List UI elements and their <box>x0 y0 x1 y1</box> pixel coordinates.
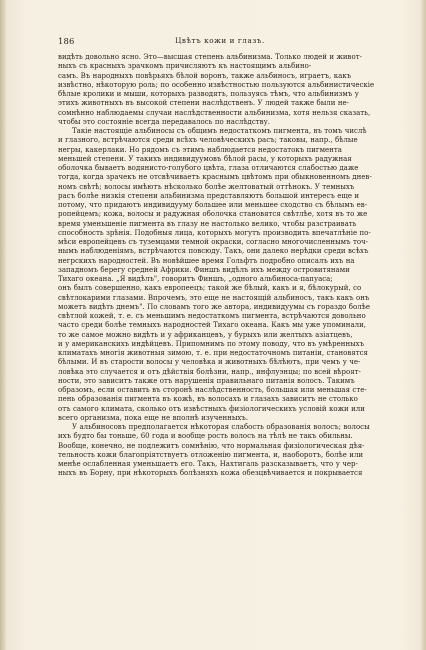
text-line: и глазного, встрѣчаются среди всѣхъ человѣческихъ расъ; таковы, напр., бѣлые <box>58 136 358 145</box>
text-line: всего организма, пока еще не вполнѣ изученныхъ. <box>58 413 249 422</box>
paragraph-1 <box>58 53 384 127</box>
text-line: потому, что придаютъ индивидууму большее или меньшее сходство съ бѣлымъ ев- <box>58 201 368 209</box>
text-line: ловѣка это случается и отъ дѣйствія болѣзни, напр., инфлуэнцы; по всей вѣроят- <box>58 367 361 376</box>
paragraph-3 <box>58 423 384 479</box>
text-line: свѣтлокарими глазами. Впрочемъ, это еще не настоящій альбиносъ, такъ какъ онъ <box>58 293 370 302</box>
text-line: видѣть довольно ясно. Это—высшая степень альбинизма. Только людей и живот- <box>58 53 362 61</box>
text-line: нымъ наблюденіямъ, встрѣчаются повсюду. Такъ, они далеко нерѣдки среди всѣхъ <box>58 247 369 256</box>
text-line: часто среди болѣе темныхъ народностей Тихаго океана. Какъ мы уже упоминали, <box>58 321 366 330</box>
text-line: сомнѣнно наблюдаемы случаи наслѣдственности альбинизма, хотя нельзя сказать, <box>58 108 371 117</box>
text-line: негрскихъ народностей. Въ новѣйшее время Гольфтъ подробно описалъ ихъ на <box>58 256 355 265</box>
text-line: самъ. Въ народныхъ повѣрьяхъ бѣлой воронъ, также альбиносъ, играетъ, какъ <box>58 71 352 80</box>
page-binding-edge <box>0 0 6 650</box>
text-line: способность зрѣнія. Подобныя лица, которыхъ могутъ производить впечатлѣніе по- <box>58 228 371 237</box>
text-line: номъ свѣтѣ; волосы имѣютъ нѣсколько болѣе желтоватый оттѣнокъ. У темныхъ <box>58 182 355 191</box>
text-line: можетъ видѣть днемъ". По словамъ того же автора, индивидуумы съ гораздо болѣе <box>58 302 371 311</box>
text-line: образомъ, если оставить въ сторонѣ наслѣдственность, большая или меньшая сте- <box>58 386 367 394</box>
text-line: тогда, когда зрачекъ не отсвѣчиваетъ краснымъ цвѣтомъ при обыкновенномъ днев- <box>58 173 372 182</box>
text-line: время уменьшеніе пигмента въ глазу не настолько велико, чтобы разстраивать <box>58 219 357 228</box>
text-line: чтобы это состояніе всегда передавалось по наслѣдству. <box>58 117 270 126</box>
text-line: Тихаго океана. „Я видѣлъ", говоритъ Финшъ, „одного альбиноса-папуаса; <box>58 275 333 283</box>
text-line: то же самое можно видѣть и у африканцевъ, у бурыхъ или желтыхъ азіатцевъ, <box>58 330 353 339</box>
text-line: климатахъ многія животныя зимою, т. е. при недостаточномъ питаніи, становятся <box>58 349 368 357</box>
text-line: тельность кожи благопріятствуетъ отложенію пигмента, и, наоборотъ, болѣе или <box>58 450 364 459</box>
text-line: расъ болѣе низкія степени альбинизма представляютъ большой интересъ еще и <box>58 191 360 200</box>
text-line: негры, какерлаки. Но рядомъ съ этимъ наблюдается недостатокъ пигмента <box>58 145 342 154</box>
paragraph-2 <box>58 127 384 423</box>
text-line: У альбиносовъ предполагается нѣкоторая слабость образованія волосъ; волосы <box>72 423 370 431</box>
text-line: бѣлыми. И въ старости волосы у человѣка и животныхъ бѣлѣютъ, при чемъ у че- <box>58 358 361 367</box>
text-line: и у американскихъ индѣйцевъ. Припомнимъ по этому поводу, что въ умѣренныхъ <box>58 339 365 348</box>
text-line: отъ самого климата, сколько отъ извѣстныхъ физіологическихъ условій кожи или <box>58 404 365 413</box>
page-header <box>58 36 382 48</box>
text-line: пень образованія пигмента въ кожѣ, въ волосахъ и глазахъ зависитъ не столько <box>58 395 358 404</box>
text-line: извѣстно, нѣкоторую роль; по особенно извѣстностью пользуются альбинистическіе <box>58 80 375 89</box>
text-line: Вообще, конечно, не подлежитъ сомнѣнію, что нормальная физіологическая дѣя- <box>58 441 365 450</box>
text-line: ныхъ въ Борну, при нѣкоторыхъ болѣзняхъ кожа обезцвѣчивается и покрывается <box>58 469 363 478</box>
text-line: меньшей степени. У такихъ индивидуумовъ бѣлой расы, у которыхъ радужная <box>58 154 352 163</box>
text-line: Такіе настоящіе альбиносы съ общимъ недостаткомъ пигмента, въ томъ числѣ <box>72 127 367 135</box>
text-line: менѣе ослабленная уменьшаетъ его. Такъ, Нахтигаль разсказываетъ, что у чер- <box>58 460 358 468</box>
text-line: бѣлые кролики и мыши, которыхъ разводятъ, пользуясь тѣмъ, что альбинизмъ у <box>58 90 359 98</box>
body-text <box>58 53 384 479</box>
text-line: свѣтлой кожей, т. е. съ меньшимъ недостаткомъ пигмента, встрѣчаются довольно <box>58 312 366 320</box>
page-number: 186 <box>58 36 75 46</box>
text-line: ропейцемъ; кожа, волосы и радужная оболочка становятся свѣтлѣе, хотя въ то же <box>58 210 368 219</box>
text-line: ныхъ съ красныхъ зрачкомъ причисляютъ къ настоящимъ альбино- <box>58 62 312 71</box>
running-title: Цвѣтъ кожи и глазъ. <box>175 36 265 45</box>
page-outer-edge <box>421 0 426 650</box>
text-line: ности, это зависитъ также отъ нарушенія правильнаго питанія волосъ. Такимъ <box>58 376 355 385</box>
text-line: этихъ животныхъ въ высокой степени наслѣдственъ. У людей также были не- <box>58 99 350 108</box>
text-line: оболочка бываетъ водянисто-голубого цвѣта, глаза отличаются слабостью даже <box>58 164 359 172</box>
text-line: ихъ будто бы тоньше, 60 года и вообще рость волосъ на тѣлѣ не такъ обильны. <box>58 432 353 441</box>
text-line: онъ былъ совершенно, какъ европеецъ; такой же бѣлый, какъ и я, бѣлокурый, со <box>58 284 362 293</box>
text-line: западномъ берегу средней Африки. Финшъ видѣлъ ихъ между островитянами <box>58 265 350 274</box>
text-line: мѣси европейцевъ съ туземцами темной окраски, согласно многочисленнымъ точ- <box>58 238 369 246</box>
